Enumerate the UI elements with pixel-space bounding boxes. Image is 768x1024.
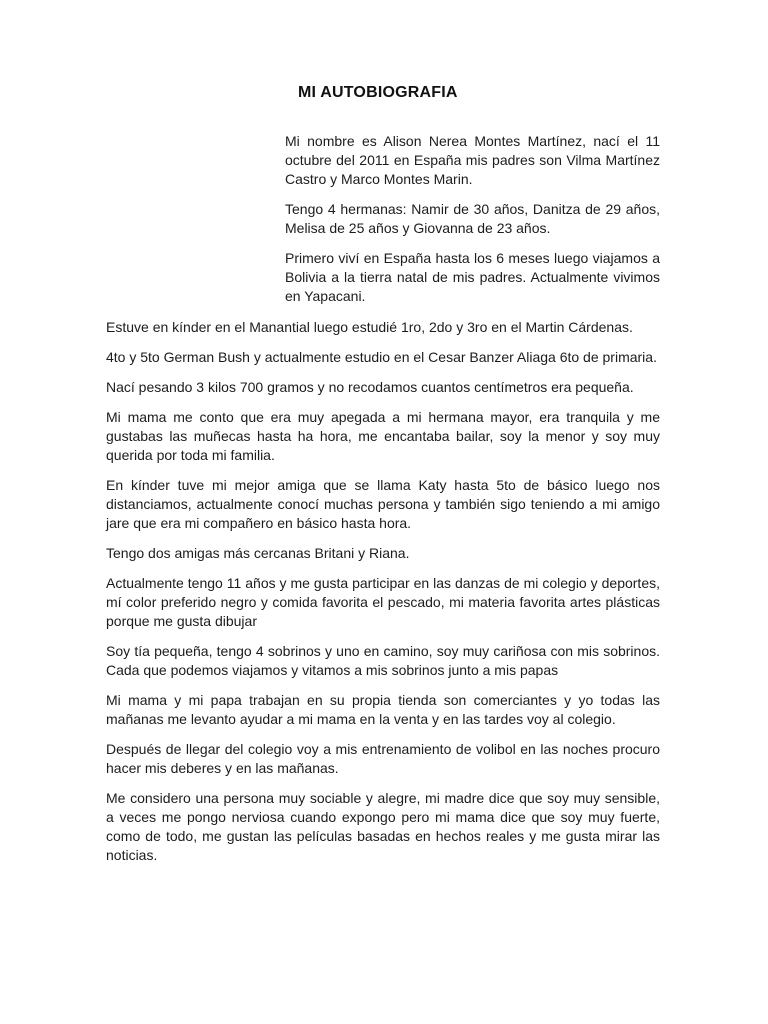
intro-paragraph: Primero viví en España hasta los 6 meses luego viajamos a Bolivia a la tierra natal de mis padres. Actualmente vivimos en Yapacani. — [285, 250, 660, 304]
body-paragraph: Después de llegar del colegio voy a mis entrenamiento de volibol en las noches procuro hacer mis deberes y en las mañanas. — [106, 741, 660, 776]
body-paragraph: Soy tía pequeña, tengo 4 sobrinos y uno en camino, soy muy cariñosa con mis sobrinos. Cada que podemos viajamos y vitamos a mis sobrinos junto a mis papas — [106, 643, 660, 678]
body-paragraph: Mi mama me conto que era muy apegada a mi hermana mayor, era tranquila y me gustabas las muñecas hasta ha hora, me encantaba bailar, soy la menor y soy muy querida por toda mi familia. — [106, 409, 660, 463]
body-paragraph: Mi mama y mi papa trabajan en su propia tienda son comerciantes y yo todas las mañanas me levanto ayudar a mi mama en la venta y en las tardes voy al colegio. — [106, 692, 660, 727]
body-column — [106, 318, 660, 876]
body-paragraph: Tengo dos amigas más cercanas Britani y Riana. — [106, 545, 410, 561]
intro-column — [285, 132, 660, 317]
document-title: MI AUTOBIOGRAFIA — [298, 84, 458, 101]
intro-paragraph: Mi nombre es Alison Nerea Montes Martínez, nací el 11 octubre del 2011 en España mis padres son Vilma Martínez Castro y Marco Montes Marin. — [285, 133, 660, 187]
body-paragraph: Nací pesando 3 kilos 700 gramos y no recodamos cuantos centímetros era pequeña. — [106, 379, 634, 395]
body-paragraph: 4to y 5to German Bush y actualmente estudio en el Cesar Banzer Aliaga 6to de primaria. — [106, 349, 657, 365]
body-paragraph: Actualmente tengo 11 años y me gusta participar en las danzas de mi colegio y deportes, mí color preferido negro y comida favorita el pescado, mi materia favorita artes plásticas porque me gusta dibujar — [106, 575, 660, 629]
intro-paragraph: Tengo 4 hermanas: Namir de 30 años, Danitza de 29 años, Melisa de 25 años y Giovanna de 23 años. — [285, 201, 660, 236]
body-paragraph: Estuve en kínder en el Manantial luego estudié 1ro, 2do y 3ro en el Martin Cárdenas. — [106, 319, 633, 335]
body-paragraph: Me considero una persona muy sociable y alegre, mi madre dice que soy muy sensible, a veces me pongo nerviosa cuando expongo pero mi mama dice que soy muy fuerte, como de todo, me gustan las películas basadas en hechos reales y me gusta mirar las noticias. — [106, 790, 660, 863]
body-paragraph: En kínder tuve mi mejor amiga que se llama Katy hasta 5to de básico luego nos distanciamos, actualmente conocí muchas persona y también sigo teniendo a mi amigo jare que era mi compañero en básico hasta hora. — [106, 477, 660, 531]
